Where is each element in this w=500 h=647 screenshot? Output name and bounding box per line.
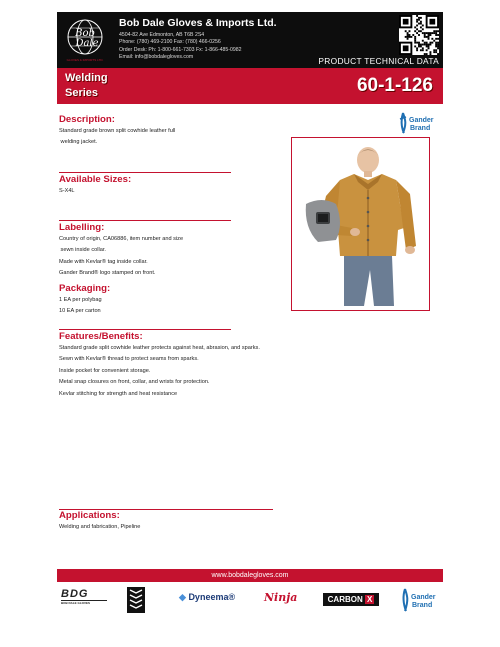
ninja-logo: Ninja: [264, 591, 298, 604]
feature-item: Inside pocket for convenient storage.: [59, 367, 151, 374]
svg-text:Dale: Dale: [75, 38, 99, 49]
packaging-heading: Packaging:: [59, 283, 111, 294]
labelling-line: Country of origin, CA06886, item number and size: [59, 236, 184, 242]
feature-item: Metal snap closures on front, collar, and wrists for protection.: [59, 379, 210, 386]
series-line-1: Welding: [65, 72, 108, 84]
sizes-section: [59, 174, 131, 197]
svg-text:Bob: Bob: [75, 28, 95, 39]
product-technical-data-label: PRODUCT TECHNICAL DATA: [318, 56, 439, 66]
labelling-line: Made with Kevlar® tag inside collar.: [59, 258, 148, 265]
gander-brand-logo: [397, 111, 437, 135]
gander-brand-footer-logo: [399, 587, 439, 613]
svg-text:Gander: Gander: [409, 117, 434, 124]
packaging-line: 10 EA per carton: [59, 308, 101, 315]
order-desk-line: Order Desk: Ph: 1-800-661-7303 Fx: 1-866-485-0982: [119, 46, 242, 53]
chevron-stripes-logo: [127, 587, 145, 613]
email-line[interactable]: Email: info@bobdalegloves.com: [119, 53, 194, 60]
labelling-section: [59, 222, 183, 280]
product-photo-welding-jacket: [291, 137, 430, 311]
carbon-x-mark: X: [367, 595, 373, 604]
section-divider: [59, 172, 231, 173]
bdg-logo: [61, 588, 107, 612]
qr-code-icon[interactable]: [399, 15, 439, 55]
bdg-logo-text: BDG: [61, 588, 89, 600]
bdg-logo-subtext: BOB DALE GLOVES: [61, 600, 107, 605]
company-header: [57, 12, 443, 68]
feature-item: Kevlar stitching for strength and heat resistance: [59, 390, 178, 397]
sizes-heading: Available Sizes:: [59, 174, 132, 185]
part-number: 60-1-126: [356, 75, 433, 96]
sizes-text: S-X4L: [59, 188, 75, 194]
address-line: 4504-82 Ave Edmonton, AB T6B 2S4: [119, 32, 205, 38]
carbon-x-logo: [323, 593, 379, 606]
welding-jacket-illustration: [292, 138, 429, 310]
labelling-line: sewn inside collar.: [59, 247, 106, 254]
description-text: [59, 126, 175, 149]
labelling-text: [59, 234, 183, 280]
phone-line: Phone: (780) 469-2100 Fax: (780) 466-0256: [119, 39, 221, 46]
dyneema-logo-text: Dyneema®: [188, 592, 236, 602]
brand-logos-row: [57, 584, 443, 616]
company-address: [119, 32, 242, 61]
svg-text:Gander: Gander: [411, 594, 436, 601]
applications-section: [59, 510, 140, 533]
section-divider: [59, 220, 231, 221]
features-text: [59, 343, 260, 400]
description-heading: Description:: [59, 114, 115, 125]
features-section: [59, 331, 260, 400]
carbon-logo-text: CARBON: [327, 595, 363, 604]
labelling-line: Gander Brand® logo stamped on front.: [59, 270, 156, 277]
website-link[interactable]: www.bobdalegloves.com: [57, 569, 443, 582]
svg-text:Brand: Brand: [412, 602, 433, 609]
series-name: [65, 71, 108, 101]
company-name: Bob Dale Gloves & Imports Ltd.: [119, 17, 277, 29]
svg-text:GLOVES & IMPORTS LTD.: GLOVES & IMPORTS LTD.: [66, 58, 104, 62]
section-divider: [59, 329, 231, 330]
dyneema-logo: [179, 592, 249, 616]
applications-text: Welding and fabrication, Pipeline: [59, 524, 141, 530]
packaging-line: 1 EA per polybag: [59, 297, 102, 303]
packaging-text: [59, 295, 110, 318]
labelling-heading: Labelling:: [59, 222, 105, 233]
bob-dale-globe-logo: [61, 16, 109, 64]
dyneema-diamond-icon: ◆: [179, 592, 186, 602]
description-line: welding jacket.: [59, 139, 98, 146]
feature-item: Standard grade split cowhide leather protects against heat, abrasion, and sparks.: [59, 345, 260, 351]
applications-heading: Applications:: [59, 510, 120, 521]
description-line: Standard grade brown split cowhide leather full: [59, 128, 176, 134]
series-band: [57, 68, 443, 104]
packaging-section: [59, 283, 110, 318]
features-heading: Features/Benefits:: [59, 331, 143, 342]
description-section: [59, 114, 175, 149]
series-line-2: Series: [65, 87, 99, 99]
svg-text:Brand: Brand: [410, 125, 431, 132]
feature-item: Sewn with Kevlar® thread to protect seams from sparks.: [59, 356, 199, 363]
